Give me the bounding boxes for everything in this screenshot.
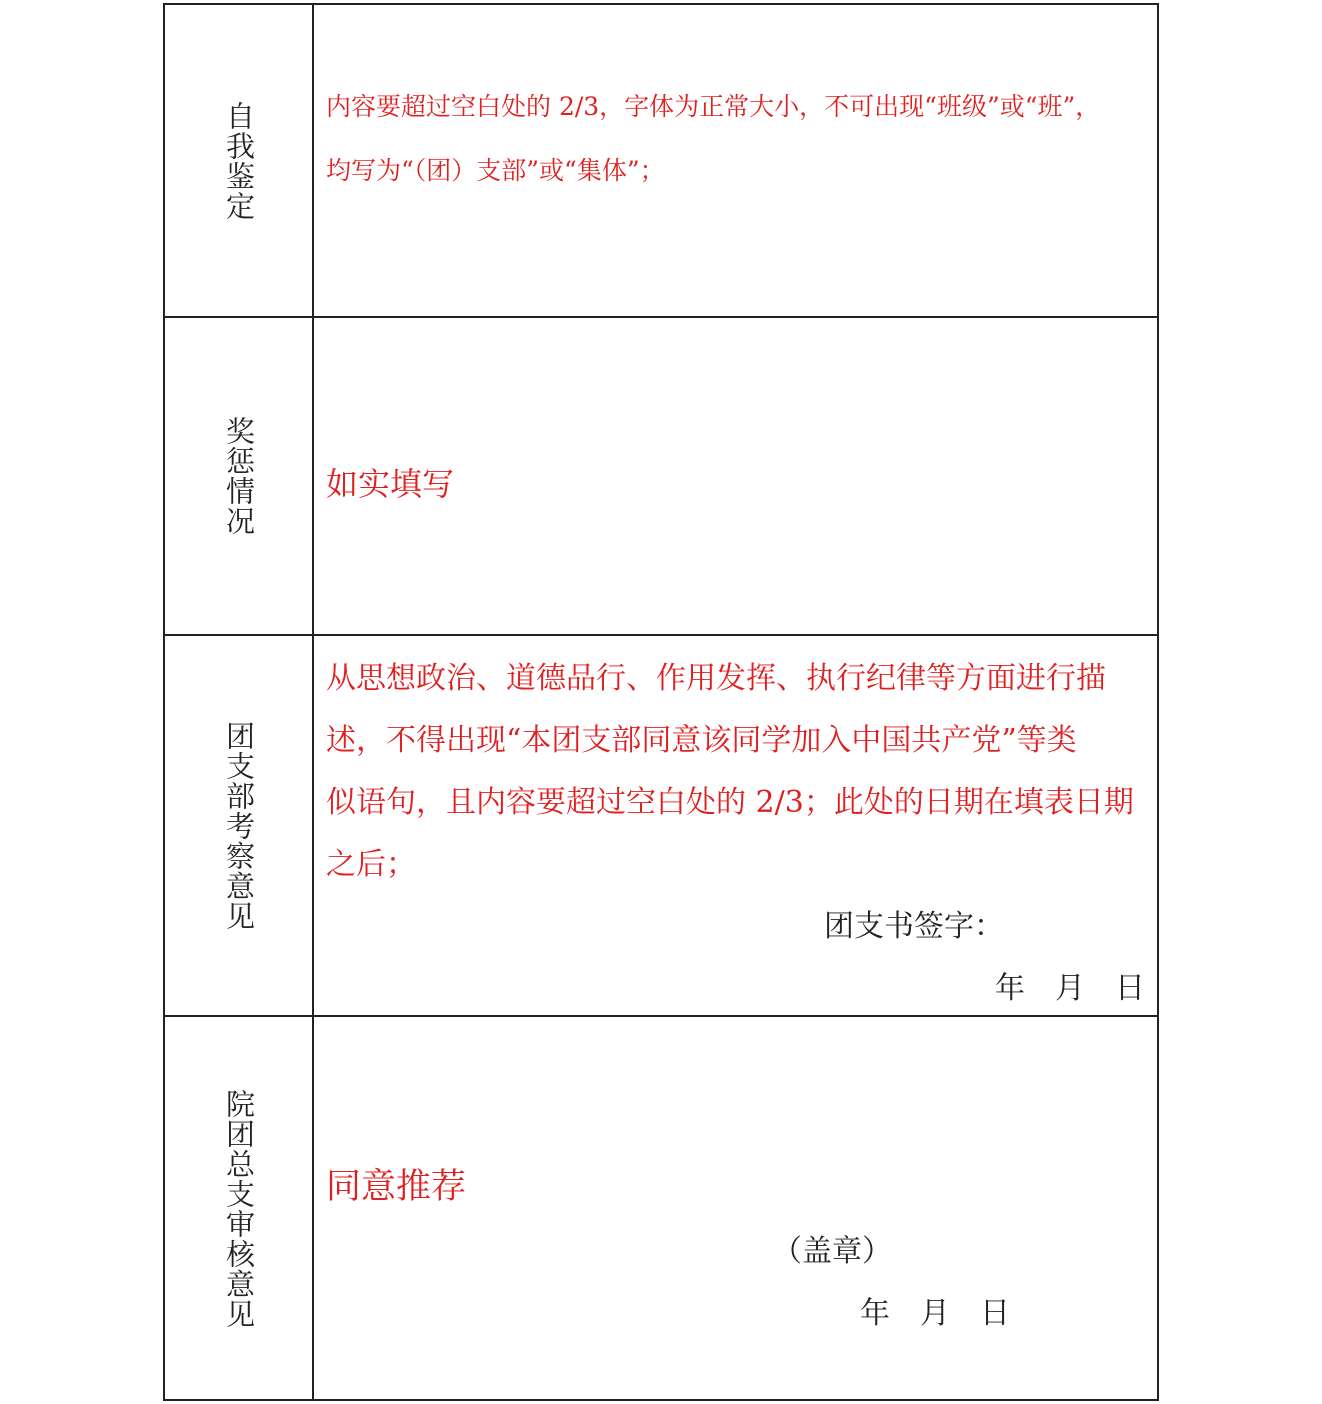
label-cell-rewards-penalties [165, 318, 314, 634]
content-branch-opinion[interactable] [314, 636, 1157, 1015]
label-cell-branch-opinion [165, 636, 314, 1015]
instruction-text: 同意推荐 [326, 1167, 467, 1207]
signature-label: 团支书签字： [824, 909, 1004, 944]
row-rewards-penalties [165, 318, 1157, 636]
label-college-review: 院团总支审核意见 [222, 1089, 256, 1329]
seal-label: （盖章） [772, 1234, 892, 1269]
row-self-assessment [165, 5, 1157, 318]
instruction-text: 如实填写 [326, 465, 455, 503]
instruction-line: 述，不得出现“本团支部同意该同学加入中国共产党”等类 [326, 723, 1077, 758]
row-branch-opinion [165, 636, 1157, 1017]
content-college-review[interactable] [314, 1017, 1157, 1401]
instruction-line: 从思想政治、道德品行、作用发挥、执行纪律等方面进行描 [326, 661, 1106, 696]
label-branch-opinion: 团支部考察意见 [222, 720, 256, 931]
date-label: 年 月 日 [860, 1296, 1010, 1331]
label-cell-college-review [165, 1017, 314, 1401]
label-cell-self-assessment [165, 5, 314, 316]
row-college-review [165, 1017, 1157, 1401]
date-label: 年 月 日 [995, 971, 1145, 1006]
review-form-table [163, 3, 1159, 1401]
label-self-assessment: 自我鉴定 [222, 100, 256, 221]
instruction-line: 内容要超过空白处的 2/3，字体为正常大小，不可出现“班级”或“班”， [326, 92, 1101, 121]
label-rewards-penalties: 奖惩情况 [222, 416, 256, 536]
instruction-line: 均写为“（团）支部”或“集体”； [326, 156, 665, 185]
instruction-line: 之后； [326, 847, 416, 882]
instruction-line: 似语句，且内容要超过空白处的 2/3；此处的日期在填表日期 [326, 785, 1134, 820]
content-rewards-penalties[interactable] [314, 318, 1157, 634]
content-self-assessment[interactable] [314, 5, 1157, 316]
